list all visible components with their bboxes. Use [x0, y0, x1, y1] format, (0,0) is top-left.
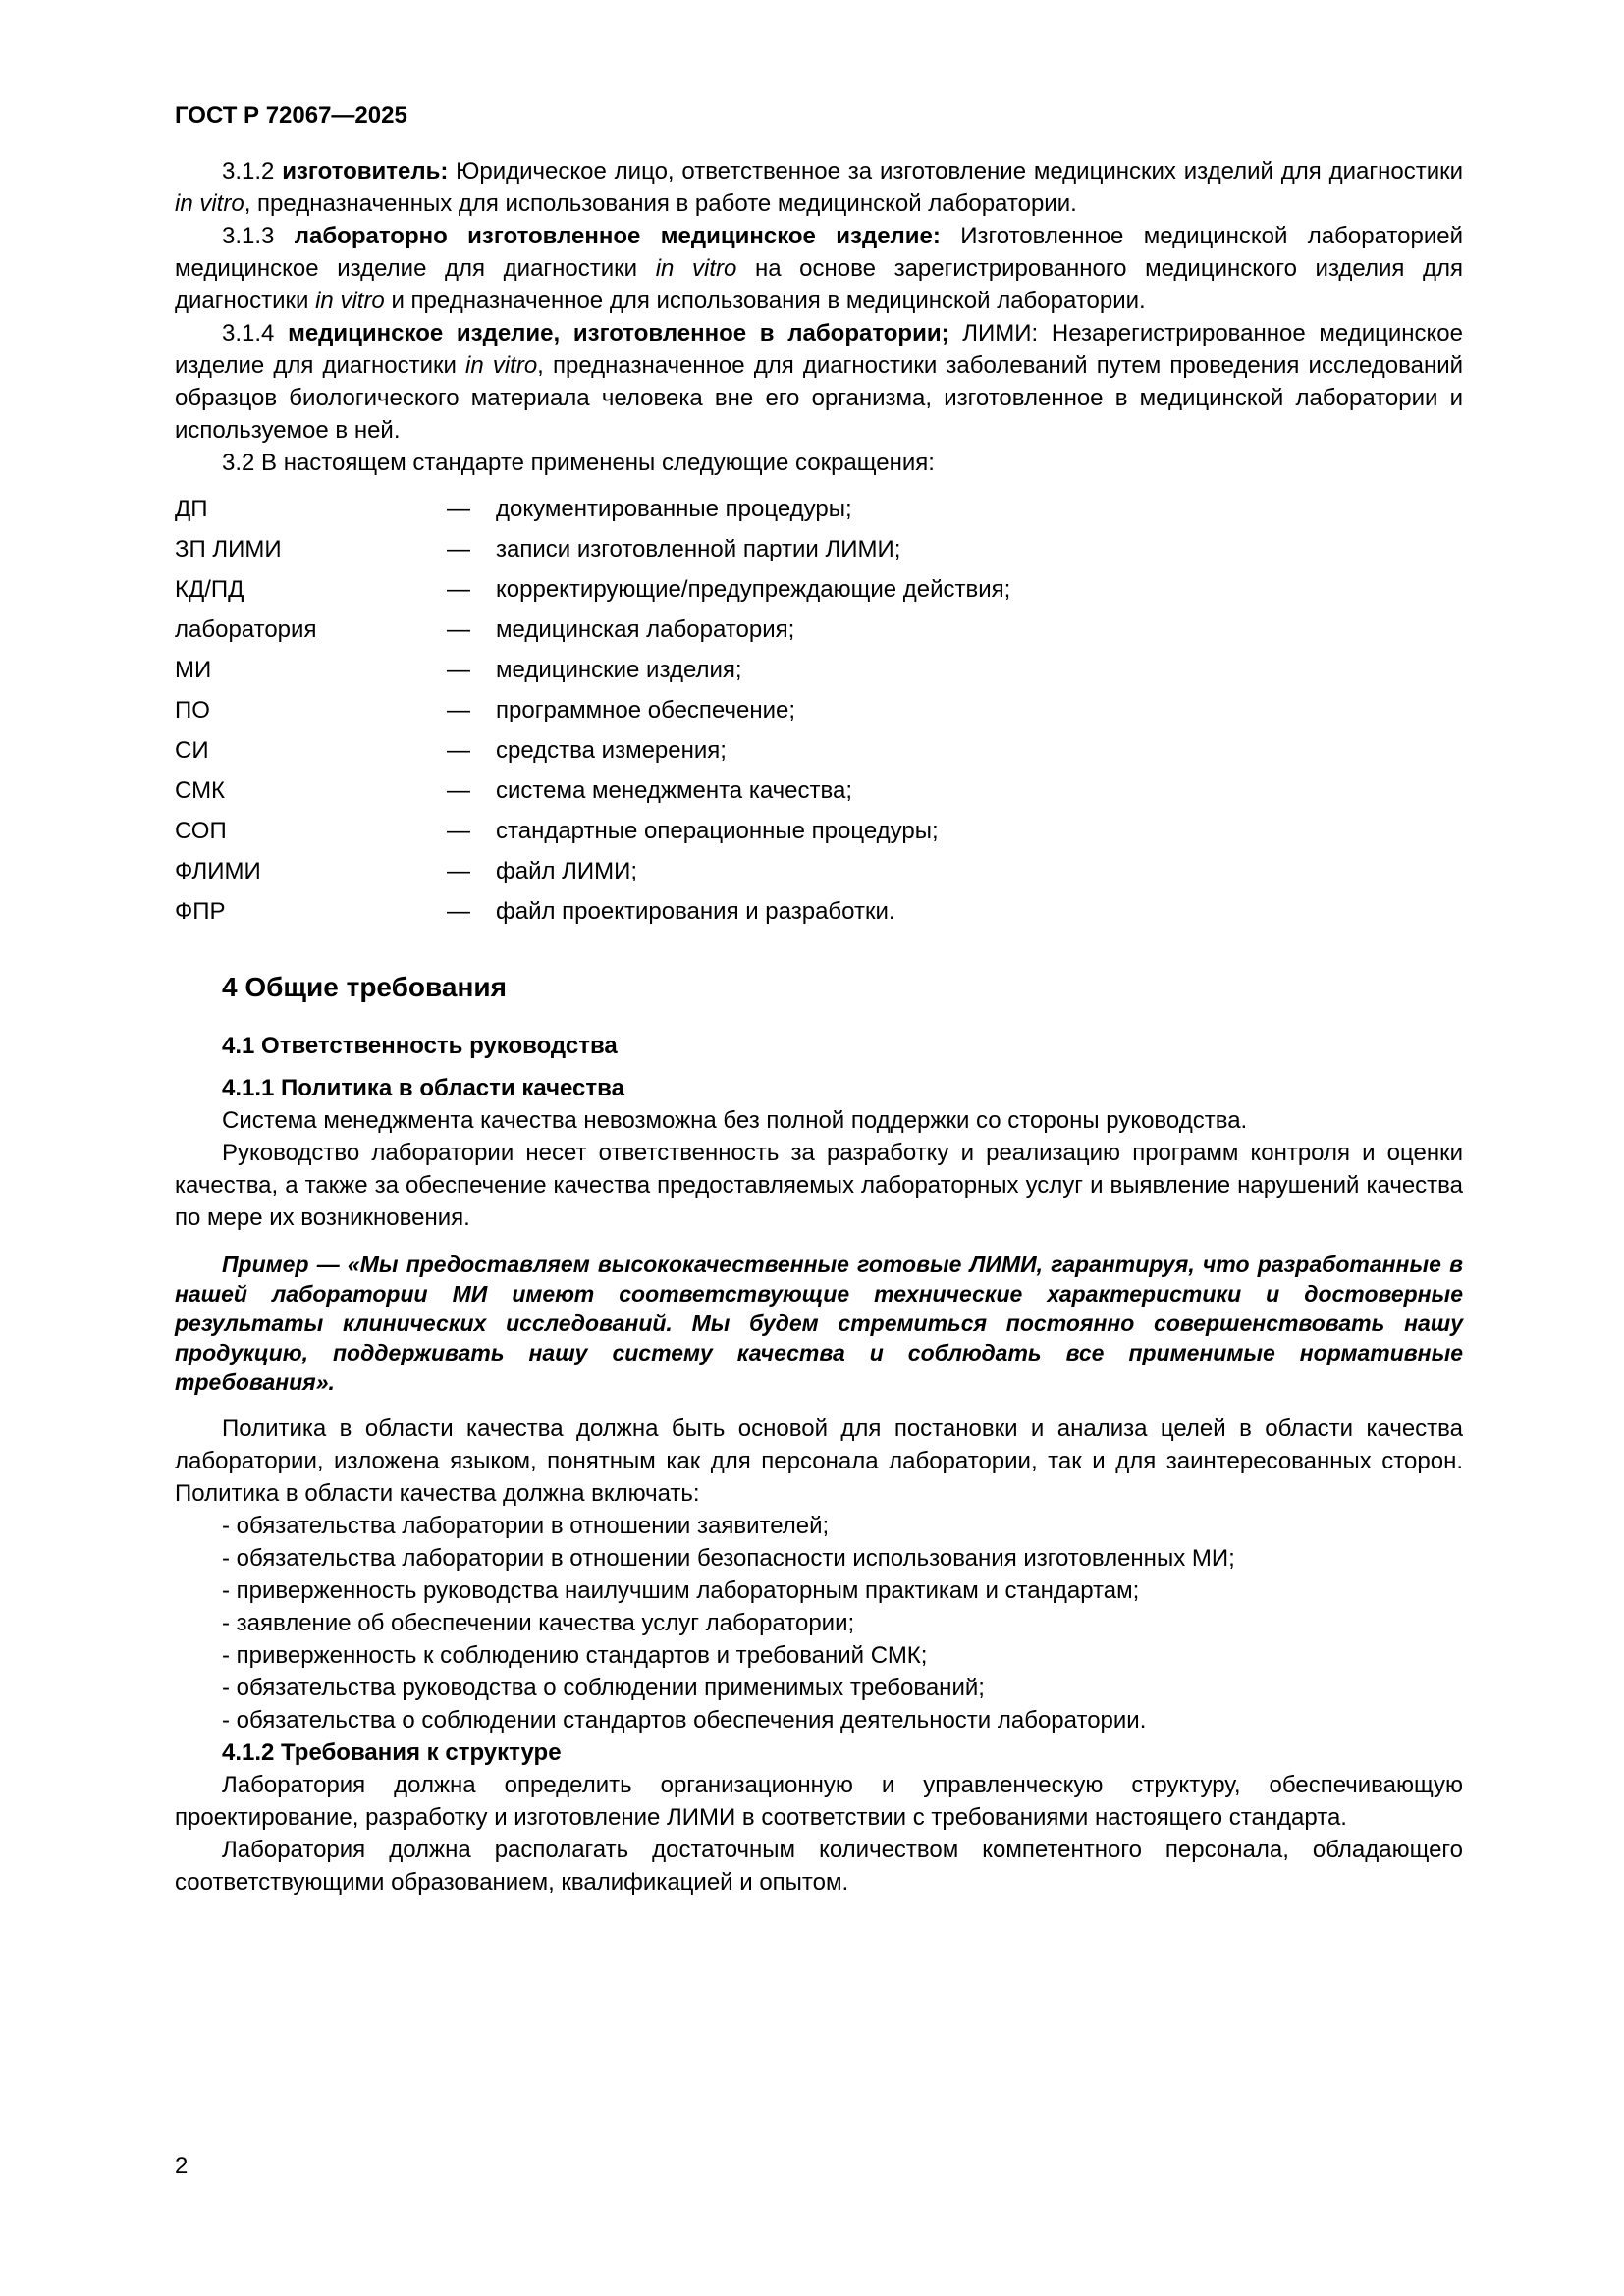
abbreviation-definition: медицинская лаборатория;: [496, 616, 795, 643]
abbreviation-row: [175, 690, 1463, 730]
abbreviation-row: [175, 891, 1463, 932]
term-label: изготовитель:: [282, 158, 457, 185]
abbreviation-row: [175, 569, 1463, 610]
latin-term-italic: in vitro: [465, 352, 538, 379]
abbreviation-list: [175, 489, 1463, 932]
term-text: на основе зарегистрированного медицинского изделия для диагностики: [175, 255, 1464, 314]
abbreviation-dash: —: [447, 737, 470, 764]
section-4-1-2-heading: 4.1.2 Требования к структуре: [222, 1739, 562, 1766]
term-paragraph-3-1-4: [175, 317, 1463, 447]
list-item: - приверженность руководства наилучшим лабораторным практикам и стандартам;: [222, 1577, 1140, 1604]
list-item: - обязательства о соблюдении стандартов обеспечения деятельности лаборатории.: [222, 1707, 1147, 1734]
list-item: - приверженность к соблюдению стандартов и требований СМК;: [222, 1642, 928, 1669]
term-number: 3.1.3: [222, 223, 295, 249]
abbreviation-dash: —: [447, 657, 470, 683]
list-item: - заявление об обеспечении качества услуг лаборатории;: [222, 1610, 855, 1636]
abbreviation-dash: —: [447, 616, 470, 643]
term-text: , предназначенных для использования в работе медицинской лаборатории.: [244, 190, 1077, 217]
abbreviation-term: КД/ПД: [175, 576, 244, 603]
abbreviation-definition: средства измерения;: [496, 737, 727, 764]
term-label: медицинское изделие, изготовленное в лаборатории;: [288, 320, 963, 347]
term-text: , предназначенное для диагностики заболеваний путем проведения исследований образцов биологического материала человека вне его организма, изготовленное в медицинской лаборатории и используемое в ней.: [175, 352, 1464, 444]
abbreviation-dash: —: [447, 536, 470, 562]
document-header: ГОСТ Р 72067—2025: [175, 102, 407, 129]
abbreviation-row: [175, 489, 1463, 529]
abbreviation-term: лаборатория: [175, 616, 317, 643]
abbreviation-definition: файл ЛИМИ;: [496, 858, 638, 884]
policy-list: [175, 1510, 1463, 1736]
abbreviation-term: МИ: [175, 657, 212, 683]
list-item: - обязательства руководства о соблюдении применимых требований;: [222, 1675, 985, 1701]
abbreviation-row: [175, 771, 1463, 811]
list-item: - обязательства лаборатории в отношении безопасности использования изготовленных МИ;: [222, 1545, 1235, 1572]
abbreviation-definition: документированные процедуры;: [496, 496, 852, 522]
abbreviation-term: ФЛИМИ: [175, 858, 261, 884]
abbreviation-term: СОП: [175, 818, 227, 844]
abbreviation-row: [175, 811, 1463, 851]
abbreviation-definition: система менеджмента качества;: [496, 777, 852, 804]
abbreviation-dash: —: [447, 858, 470, 884]
page-number: 2: [175, 2153, 189, 2179]
latin-term-italic: in vitro: [315, 288, 385, 314]
abbreviation-dash: —: [447, 898, 470, 925]
term-text: Изготовленное медицинской лабораторией медицинское изделие для диагностики: [175, 223, 1463, 282]
term-paragraph-3-1-2: [175, 155, 1463, 220]
list-item: - обязательства лаборатории в отношении заявителей;: [222, 1513, 830, 1539]
abbreviation-term: СМК: [175, 777, 226, 804]
abbreviation-term: СИ: [175, 737, 209, 764]
abbreviation-term: ДП: [175, 496, 208, 522]
abbreviation-dash: —: [447, 777, 470, 804]
term-text: Юридическое лицо, ответственное за изготовление медицинских изделий для диагностики: [456, 158, 1464, 185]
term-number: 3.1.4: [222, 320, 289, 347]
example-paragraph: Пример — «Мы предоставляем высококачественные готовые ЛИМИ, гарантируя, что разработанные в нашей лаборатории МИ имеют соответствующие технические характеристики и достоверные результаты клинических исследований. Мы будем стремиться постоянно совершенствовать нашу продукцию, поддерживать нашу систему качества и соблюдать все применимые нормативные требования».: [175, 1252, 1463, 1395]
term-text: и предназначенное для использования в медицинской лаборатории.: [384, 288, 1146, 314]
paragraph-3-2: 3.2 В настоящем стандарте применены следующие сокращения:: [222, 450, 935, 476]
abbreviation-dash: —: [447, 818, 470, 844]
section-4-1-heading: 4.1 Ответственность руководства: [222, 1033, 618, 1059]
term-label: лабораторно изготовленное медицинское изделие:: [294, 223, 961, 249]
section-4-heading: 4 Общие требования: [222, 972, 507, 1002]
paragraph-quality-support: Система менеджмента качества невозможна без полной поддержки со стороны руководства.: [222, 1107, 1248, 1134]
abbreviation-term: ФПР: [175, 898, 226, 925]
abbreviation-dash: —: [447, 496, 470, 522]
abbreviation-definition: стандартные операционные процедуры;: [496, 818, 939, 844]
abbreviation-row: [175, 529, 1463, 569]
abbreviation-definition: файл проектирования и разработки.: [496, 898, 895, 925]
latin-term-italic: in vitro: [655, 255, 737, 282]
abbreviation-definition: медицинские изделия;: [496, 657, 742, 683]
abbreviation-term: ЗП ЛИМИ: [175, 536, 282, 562]
paragraph-personnel: Лаборатория должна располагать достаточным количеством компетентного персонала, обладающего соответствующими образованием, квалификацией и опытом.: [175, 1837, 1463, 1896]
section-4-1-1-heading: 4.1.1 Политика в области качества: [222, 1075, 624, 1101]
abbreviation-dash: —: [447, 697, 470, 723]
abbreviation-row: [175, 730, 1463, 771]
abbreviation-row: [175, 650, 1463, 690]
paragraph-quality-policy: Политика в области качества должна быть основой для постановки и анализа целей в области качества лаборатории, изложена языком, понятным как для персонала лаборатории, так и для заинтересованных сторон. Политика в области качества должна включать:: [175, 1415, 1463, 1507]
latin-term-italic: in vitro: [175, 190, 244, 217]
abbreviation-row: [175, 610, 1463, 650]
paragraph-structure-requirements: Лаборатория должна определить организационную и управленческую структуру, обеспечивающую проектирование, разработку и изготовление ЛИМИ в соответствии с требованиями настоящего стандарта.: [175, 1772, 1463, 1831]
abbreviation-row: [175, 851, 1463, 891]
abbreviation-dash: —: [447, 576, 470, 603]
term-text: ЛИМИ: Незарегистрированное медицинское изделие для диагностики: [175, 320, 1463, 379]
abbreviation-definition: записи изготовленной партии ЛИМИ;: [496, 536, 901, 562]
term-number: 3.1.2: [222, 158, 283, 185]
paragraph-management-responsibility: Руководство лаборатории несет ответственность за разработку и реализацию программ контроля и оценки качества, а также за обеспечение качества предоставляемых лабораторных услуг и выявление нарушений качества по мере их возникновения.: [175, 1140, 1463, 1231]
abbreviation-definition: программное обеспечение;: [496, 697, 796, 723]
term-paragraph-3-1-3: [175, 220, 1463, 317]
abbreviation-term: ПО: [175, 697, 210, 723]
abbreviation-definition: корректирующие/предупреждающие действия;: [496, 576, 1011, 603]
